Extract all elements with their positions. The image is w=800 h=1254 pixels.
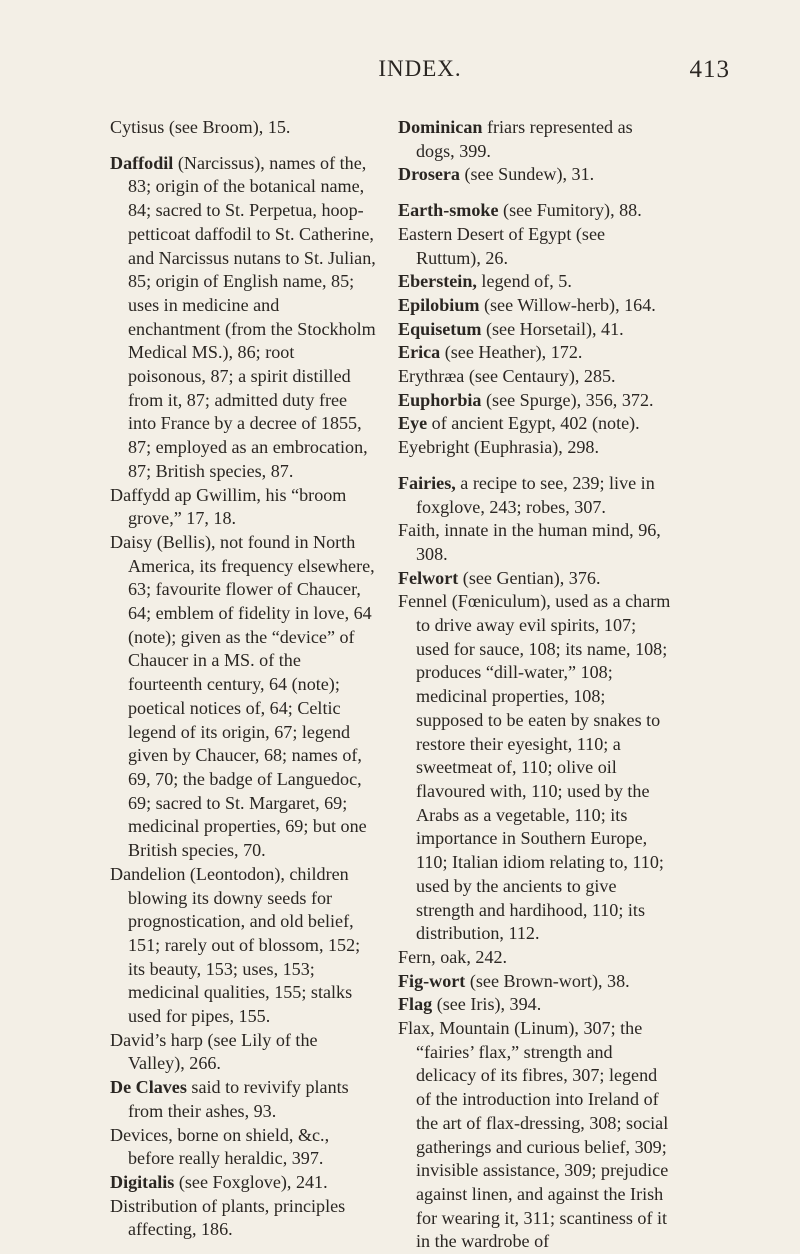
index-entry: Cytisus (see Broom), 15.	[110, 117, 291, 137]
index-entry: Digitalis (see Foxglove), 241.	[110, 1171, 328, 1192]
index-entry: Eastern Desert of Egypt (see Ruttum), 26.	[398, 223, 606, 268]
index-entry: Devices, borne on shield, &c., before really heraldic, 397.	[110, 1124, 330, 1169]
index-entry: Fairies, a recipe to see, 239; live in foxglove, 243; robes, 307.	[398, 472, 655, 517]
index-entry: Flax, Mountain (Linum), 307; the “fairies’ flax,” strength and delicacy of its fibres, 307; legend of the introduction into Ireland of the art of flax-dressing, 308; social gatherings and curious belief, 309; invisible assistance, 309; prejudice against linen, and against the Irish for wearing it, 311; scantiness of it in the wardrobe of	[398, 1018, 669, 1252]
index-entry: Epilobium (see Willow-herb), 164.	[398, 294, 656, 315]
index-entry: David’s harp (see Lily of the Valley), 266.	[110, 1029, 318, 1074]
index-entry: Flag (see Iris), 394.	[398, 994, 542, 1015]
index-entry: Erica (see Heather), 172.	[398, 342, 583, 363]
index-entry: Eyebright (Euphrasia), 298.	[398, 437, 599, 458]
index-entry: Daisy (Bellis), not found in North America, its frequency elsewhere, 63; favourite flower of Chaucer, 64; emblem of fidelity in love, 64 (note); given as the “device” of Chaucer in a MS. of the fourteenth century, 64 (note); poetical notices of, 64; Celtic legend of its origin, 67; legend given by Chaucer, 68; names of, 69, 70; the badge of Languedoc, 69; sacred to St. Margaret, 69; medicinal properties, 69; but one British species, 70.	[110, 531, 375, 861]
index-entry: Faith, innate in the human mind, 96, 308.	[398, 520, 661, 564]
index-entry: Dominican friars represented as dogs, 399.	[398, 117, 633, 161]
index-entry: Daffodil (Narcissus), names of the, 83; origin of the botanical name, 84; sacred to St. Perpetua, hoop-petticoat daffodil to St. Catherine, and Narcissus nutans to St. Julian, 85; origin of English name, 85; uses in medicine and enchantment (from the Stockholm Medical MS.), 86; root poisonous, 87; a spirit distilled from it, 87; admitted duty free into France by a decree of 1855, 87; employed as an embrocation, 87; British species, 87.	[110, 152, 376, 481]
left-column	[110, 116, 376, 1242]
index-entry: Eye of ancient Egypt, 402 (note).	[398, 413, 640, 434]
index-entry: Erythræa (see Centaury), 285.	[398, 366, 616, 387]
right-column	[398, 116, 672, 1254]
index-entry: Dandelion (Leontodon), children blowing its downy seeds for prognostication, and old belief, 151; rarely out of blossom, 152; its beauty, 153; uses, 153; medicinal qualities, 155; stalks used for pipes, 155.	[110, 863, 361, 1027]
index-entry: Earth-smoke (see Fumitory), 88.	[398, 200, 642, 221]
index-entry: Fern, oak, 242.	[398, 946, 508, 967]
page-header	[110, 56, 730, 96]
index-entry: Fig-wort (see Brown-wort), 38.	[398, 970, 630, 991]
index-entry: Euphorbia (see Spurge), 356, 372.	[398, 389, 654, 410]
index-entry: De Claves said to revivify plants from their ashes, 93.	[110, 1077, 349, 1121]
index-entry: Eberstein, legend of, 5.	[398, 271, 572, 292]
index-entry: Felwort (see Gentian), 376.	[398, 567, 601, 588]
index-entry: Equisetum (see Horsetail), 41.	[398, 318, 624, 339]
index-entry: Fennel (Fœniculum), used as a charm to drive away evil spirits, 107; used for sauce, 108; its name, 108; produces “dill-water,” 108; medicinal properties, 108; supposed to be eaten by snakes to restore their eyesight, 110; a sweetmeat of, 110; olive oil flavoured with, 110; used by the Arabs as a vegetable, 110; its importance in Southern Europe, 110; Italian idiom relating to, 110; used by the ancients to give strength and hardihood, 110; its distribution, 112.	[398, 591, 671, 944]
running-title: INDEX.	[378, 56, 462, 81]
page-number: 413	[689, 56, 730, 83]
index-entry: Daffydd ap Gwillim, his “broom grove,” 17, 18.	[110, 484, 347, 529]
index-entry: Drosera (see Sundew), 31.	[398, 164, 595, 185]
index-entry: Distribution of plants, principles affecting, 186.	[110, 1195, 346, 1240]
